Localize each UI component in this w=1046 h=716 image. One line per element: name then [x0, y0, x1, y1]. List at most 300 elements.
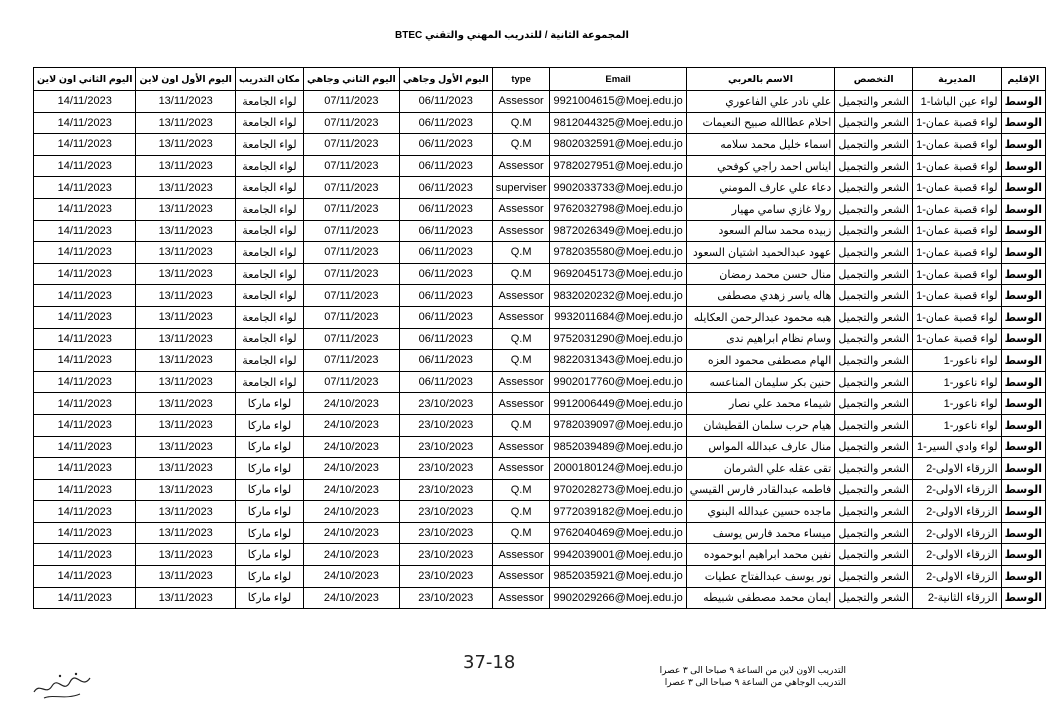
cell-specialty: الشعر والتجميل [835, 566, 913, 588]
cell-day2-online: 14/11/2023 [34, 220, 136, 242]
cell-day2-in-person: 24/10/2023 [303, 414, 399, 436]
cell-day2-online: 14/11/2023 [34, 522, 136, 544]
cell-day2-in-person: 24/10/2023 [303, 393, 399, 415]
cell-day1-in-person: 23/10/2023 [399, 522, 492, 544]
cell-day2-online: 14/11/2023 [34, 285, 136, 307]
cell-day2-online: 14/11/2023 [34, 263, 136, 285]
cell-training-place: لواء الجامعة [235, 285, 303, 307]
table-row [34, 134, 1046, 156]
cell-day1-online: 13/11/2023 [136, 220, 235, 242]
cell-day2-online: 14/11/2023 [34, 198, 136, 220]
cell-day1-online: 13/11/2023 [136, 479, 235, 501]
table-row [34, 198, 1046, 220]
cell-day1-in-person: 06/11/2023 [399, 198, 492, 220]
cell-day2-online: 14/11/2023 [34, 134, 136, 156]
cell-region: الوسط [1001, 112, 1045, 134]
cell-email: 9772039182@Moej.edu.jo [550, 501, 686, 523]
cell-arabic-name: رولا غازي سامي مهيار [686, 198, 835, 220]
cell-day2-online: 14/11/2023 [34, 566, 136, 588]
cell-type: Q.M [492, 350, 550, 372]
cell-type: Assessor [492, 285, 550, 307]
cell-day1-in-person: 06/11/2023 [399, 220, 492, 242]
cell-arabic-name: ايمان محمد مصطفى شبيطه [686, 587, 835, 609]
cell-day1-in-person: 06/11/2023 [399, 177, 492, 199]
cell-day2-online: 14/11/2023 [34, 414, 136, 436]
cell-directorate: لواء ناعور-1 [913, 393, 1002, 415]
table-row [34, 458, 1046, 480]
cell-day2-in-person: 07/11/2023 [303, 112, 399, 134]
cell-training-place: لواء الجامعة [235, 91, 303, 113]
cell-day2-in-person: 24/10/2023 [303, 479, 399, 501]
cell-day1-online: 13/11/2023 [136, 306, 235, 328]
cell-day2-in-person: 24/10/2023 [303, 544, 399, 566]
cell-training-place: لواء ماركا [235, 522, 303, 544]
cell-directorate: لواء ناعور-1 [913, 350, 1002, 372]
cell-training-place: لواء الجامعة [235, 350, 303, 372]
cell-email: 9932011684@Moej.edu.jo [550, 306, 686, 328]
cell-day2-in-person: 24/10/2023 [303, 566, 399, 588]
cell-type: Assessor [492, 436, 550, 458]
cell-type: Q.M [492, 112, 550, 134]
cell-region: الوسط [1001, 393, 1045, 415]
cell-day2-online: 14/11/2023 [34, 350, 136, 372]
table-row [34, 566, 1046, 588]
cell-day1-in-person: 23/10/2023 [399, 393, 492, 415]
cell-day2-in-person: 07/11/2023 [303, 242, 399, 264]
cell-day2-online: 14/11/2023 [34, 112, 136, 134]
header-specialty: التخصص [835, 68, 913, 91]
cell-email: 9902017760@Moej.edu.jo [550, 371, 686, 393]
cell-email: 9912006449@Moej.edu.jo [550, 393, 686, 415]
cell-day1-in-person: 23/10/2023 [399, 501, 492, 523]
cell-training-place: لواء ماركا [235, 393, 303, 415]
cell-day2-in-person: 07/11/2023 [303, 177, 399, 199]
cell-day1-in-person: 06/11/2023 [399, 371, 492, 393]
cell-arabic-name: احلام عطاالله صبيح النعيمات [686, 112, 835, 134]
cell-day1-online: 13/11/2023 [136, 155, 235, 177]
cell-specialty: الشعر والتجميل [835, 263, 913, 285]
cell-day1-online: 13/11/2023 [136, 522, 235, 544]
cell-email: 9782027951@Moej.edu.jo [550, 155, 686, 177]
cell-specialty: الشعر والتجميل [835, 134, 913, 156]
cell-email: 9921004615@Moej.edu.jo [550, 91, 686, 113]
cell-arabic-name: شيماء محمد علي نصار [686, 393, 835, 415]
cell-email: 9802032591@Moej.edu.jo [550, 134, 686, 156]
cell-email: 9762040469@Moej.edu.jo [550, 522, 686, 544]
cell-day1-in-person: 06/11/2023 [399, 263, 492, 285]
cell-type: Q.M [492, 328, 550, 350]
cell-specialty: الشعر والتجميل [835, 371, 913, 393]
cell-day1-online: 13/11/2023 [136, 112, 235, 134]
cell-training-place: لواء ماركا [235, 587, 303, 609]
cell-day1-online: 13/11/2023 [136, 587, 235, 609]
cell-day1-online: 13/11/2023 [136, 371, 235, 393]
cell-day1-in-person: 06/11/2023 [399, 242, 492, 264]
cell-region: الوسط [1001, 220, 1045, 242]
cell-day2-in-person: 07/11/2023 [303, 371, 399, 393]
cell-directorate: الزرقاء الاولى-2 [913, 458, 1002, 480]
table-row [34, 522, 1046, 544]
cell-day2-in-person: 07/11/2023 [303, 155, 399, 177]
cell-day1-in-person: 23/10/2023 [399, 587, 492, 609]
cell-region: الوسط [1001, 479, 1045, 501]
cell-directorate: لواء ناعور-1 [913, 371, 1002, 393]
cell-day2-online: 14/11/2023 [34, 242, 136, 264]
cell-directorate: لواء وادي السير-1 [913, 436, 1002, 458]
cell-arabic-name: ايناس احمد راجي كوفحي [686, 155, 835, 177]
cell-email: 9832020232@Moej.edu.jo [550, 285, 686, 307]
cell-region: الوسط [1001, 371, 1045, 393]
cell-arabic-name: ميساء محمد فارس يوسف [686, 522, 835, 544]
table-row [34, 91, 1046, 113]
cell-specialty: الشعر والتجميل [835, 328, 913, 350]
cell-day1-online: 13/11/2023 [136, 91, 235, 113]
table-row [34, 544, 1046, 566]
cell-training-place: لواء الجامعة [235, 263, 303, 285]
table-row [34, 242, 1046, 264]
cell-specialty: الشعر والتجميل [835, 436, 913, 458]
cell-day2-in-person: 24/10/2023 [303, 522, 399, 544]
header-day2-in-person: اليوم الثاني وجاهي [303, 68, 399, 91]
cell-day1-in-person: 06/11/2023 [399, 134, 492, 156]
cell-arabic-name: نفين محمد ابراهيم ابوحموده [686, 544, 835, 566]
cell-email: 9702028273@Moej.edu.jo [550, 479, 686, 501]
cell-arabic-name: منال حسن محمد رمضان [686, 263, 835, 285]
cell-email: 2000180124@Moej.edu.jo [550, 458, 686, 480]
cell-region: الوسط [1001, 544, 1045, 566]
cell-region: الوسط [1001, 501, 1045, 523]
cell-directorate: لواء قصبة عمان-1 [913, 220, 1002, 242]
table-row [34, 220, 1046, 242]
cell-arabic-name: عهود عبدالحميد اشتيان السعود [686, 242, 835, 264]
cell-email: 9872026349@Moej.edu.jo [550, 220, 686, 242]
cell-day1-online: 13/11/2023 [136, 501, 235, 523]
note-in-person-hours: التدريب الوجاهي من الساعة ٩ صباحا الى ٣ عصرا [664, 677, 846, 687]
cell-training-place: لواء ماركا [235, 458, 303, 480]
cell-arabic-name: منال عارف عبدالله المواس [686, 436, 835, 458]
cell-day2-online: 14/11/2023 [34, 479, 136, 501]
cell-day1-online: 13/11/2023 [136, 263, 235, 285]
cell-day2-online: 14/11/2023 [34, 155, 136, 177]
cell-specialty: الشعر والتجميل [835, 350, 913, 372]
cell-region: الوسط [1001, 436, 1045, 458]
cell-day2-in-person: 24/10/2023 [303, 501, 399, 523]
cell-training-place: لواء الجامعة [235, 371, 303, 393]
cell-type: Assessor [492, 371, 550, 393]
cell-day2-online: 14/11/2023 [34, 393, 136, 415]
cell-type: Q.M [492, 263, 550, 285]
cell-arabic-name: نور يوسف عبدالفتاح عطيات [686, 566, 835, 588]
cell-specialty: الشعر والتجميل [835, 155, 913, 177]
cell-day2-in-person: 07/11/2023 [303, 263, 399, 285]
cell-specialty: الشعر والتجميل [835, 587, 913, 609]
table-row [34, 414, 1046, 436]
cell-region: الوسط [1001, 285, 1045, 307]
cell-specialty: الشعر والتجميل [835, 112, 913, 134]
cell-region: الوسط [1001, 242, 1045, 264]
cell-directorate: لواء قصبة عمان-1 [913, 177, 1002, 199]
cell-region: الوسط [1001, 566, 1045, 588]
cell-day2-online: 14/11/2023 [34, 501, 136, 523]
cell-training-place: لواء الجامعة [235, 112, 303, 134]
cell-day1-in-person: 06/11/2023 [399, 112, 492, 134]
cell-region: الوسط [1001, 91, 1045, 113]
table-row [34, 350, 1046, 372]
header-training-place: مكان التدريب [235, 68, 303, 91]
header-day1-in-person: اليوم الأول وجاهي [399, 68, 492, 91]
cell-type: Assessor [492, 220, 550, 242]
cell-training-place: لواء ماركا [235, 566, 303, 588]
cell-type: Assessor [492, 566, 550, 588]
cell-email: 9902033733@Moej.edu.jo [550, 177, 686, 199]
cell-training-place: لواء الجامعة [235, 242, 303, 264]
header-directorate: المديرية [913, 68, 1002, 91]
cell-email: 9812044325@Moej.edu.jo [550, 112, 686, 134]
cell-specialty: الشعر والتجميل [835, 544, 913, 566]
cell-email: 9942039001@Moej.edu.jo [550, 544, 686, 566]
cell-arabic-name: دعاء علي عارف المومني [686, 177, 835, 199]
cell-day2-in-person: 24/10/2023 [303, 587, 399, 609]
cell-day1-online: 13/11/2023 [136, 436, 235, 458]
cell-email: 9782035580@Moej.edu.jo [550, 242, 686, 264]
cell-directorate: لواء قصبة عمان-1 [913, 155, 1002, 177]
table-row [34, 371, 1046, 393]
cell-specialty: الشعر والتجميل [835, 393, 913, 415]
note-online-hours: التدريب الاون لاين من الساعة ٩ صباحا الى ٣ عصرا [659, 665, 846, 675]
cell-day1-online: 13/11/2023 [136, 414, 235, 436]
cell-day1-online: 13/11/2023 [136, 566, 235, 588]
header-arabic-name: الاسم بالعربي [686, 68, 835, 91]
cell-directorate: الزرقاء الاولى-2 [913, 544, 1002, 566]
cell-day2-online: 14/11/2023 [34, 91, 136, 113]
cell-type: superviser [492, 177, 550, 199]
cell-directorate: لواء قصبة عمان-1 [913, 328, 1002, 350]
cell-day1-in-person: 06/11/2023 [399, 155, 492, 177]
header-day2-online: اليوم الثاني اون لاين [34, 68, 136, 91]
cell-day2-in-person: 07/11/2023 [303, 328, 399, 350]
cell-day1-online: 13/11/2023 [136, 328, 235, 350]
cell-directorate: الزرقاء الثانية-2 [913, 587, 1002, 609]
table-row [34, 177, 1046, 199]
cell-day1-online: 13/11/2023 [136, 177, 235, 199]
cell-email: 9762032798@Moej.edu.jo [550, 198, 686, 220]
cell-specialty: الشعر والتجميل [835, 522, 913, 544]
cell-directorate: لواء قصبة عمان-1 [913, 198, 1002, 220]
cell-training-place: لواء الجامعة [235, 134, 303, 156]
table-row [34, 306, 1046, 328]
cell-day2-online: 14/11/2023 [34, 306, 136, 328]
table-row [34, 112, 1046, 134]
cell-day2-online: 14/11/2023 [34, 371, 136, 393]
cell-region: الوسط [1001, 134, 1045, 156]
cell-day1-in-person: 23/10/2023 [399, 566, 492, 588]
cell-specialty: الشعر والتجميل [835, 414, 913, 436]
cell-day2-in-person: 07/11/2023 [303, 350, 399, 372]
cell-specialty: الشعر والتجميل [835, 91, 913, 113]
cell-arabic-name: هاله ياسر زهدي مصطفى [686, 285, 835, 307]
cell-directorate: لواء عين الباشا-1 [913, 91, 1002, 113]
header-email: Email [550, 68, 686, 91]
table-row [34, 587, 1046, 609]
cell-arabic-name: هبه محمود عبدالرحمن العكايله [686, 306, 835, 328]
cell-day2-in-person: 24/10/2023 [303, 458, 399, 480]
cell-region: الوسط [1001, 414, 1045, 436]
cell-specialty: الشعر والتجميل [835, 198, 913, 220]
cell-day2-in-person: 07/11/2023 [303, 91, 399, 113]
cell-training-place: لواء ماركا [235, 501, 303, 523]
cell-day2-in-person: 07/11/2023 [303, 220, 399, 242]
cell-email: 9822031343@Moej.edu.jo [550, 350, 686, 372]
cell-day2-online: 14/11/2023 [34, 328, 136, 350]
cell-day2-in-person: 07/11/2023 [303, 285, 399, 307]
cell-directorate: لواء ناعور-1 [913, 414, 1002, 436]
cell-arabic-name: حنين بكر سليمان المناعسه [686, 371, 835, 393]
cell-region: الوسط [1001, 177, 1045, 199]
cell-region: الوسط [1001, 155, 1045, 177]
table-row [34, 285, 1046, 307]
cell-day1-in-person: 23/10/2023 [399, 414, 492, 436]
cell-email: 9852035921@Moej.edu.jo [550, 566, 686, 588]
header-region: الإقليم [1001, 68, 1045, 91]
cell-specialty: الشعر والتجميل [835, 479, 913, 501]
cell-arabic-name: زبيده محمد سالم السعود [686, 220, 835, 242]
cell-day1-online: 13/11/2023 [136, 134, 235, 156]
cell-type: Assessor [492, 458, 550, 480]
table-header-row [34, 68, 1046, 91]
cell-training-place: لواء ماركا [235, 544, 303, 566]
cell-day2-online: 14/11/2023 [34, 544, 136, 566]
cell-type: Assessor [492, 306, 550, 328]
cell-specialty: الشعر والتجميل [835, 306, 913, 328]
cell-training-place: لواء الجامعة [235, 177, 303, 199]
cell-region: الوسط [1001, 458, 1045, 480]
cell-specialty: الشعر والتجميل [835, 501, 913, 523]
cell-directorate: لواء قصبة عمان-1 [913, 112, 1002, 134]
cell-arabic-name: اسماء خليل محمد سلامه [686, 134, 835, 156]
cell-day2-online: 14/11/2023 [34, 177, 136, 199]
handwritten-signature [30, 668, 100, 709]
cell-day2-online: 14/11/2023 [34, 436, 136, 458]
cell-training-place: لواء الجامعة [235, 155, 303, 177]
header-day1-online: اليوم الأول اون لاين [136, 68, 235, 91]
cell-arabic-name: تقى عقله علي الشرمان [686, 458, 835, 480]
cell-day1-in-person: 06/11/2023 [399, 91, 492, 113]
cell-directorate: الزرقاء الاولى-2 [913, 566, 1002, 588]
cell-arabic-name: وسام نظام ابراهيم ندى [686, 328, 835, 350]
cell-specialty: الشعر والتجميل [835, 285, 913, 307]
cell-specialty: الشعر والتجميل [835, 220, 913, 242]
cell-day2-online: 14/11/2023 [34, 458, 136, 480]
training-table [33, 67, 1046, 609]
cell-day1-in-person: 23/10/2023 [399, 436, 492, 458]
cell-specialty: الشعر والتجميل [835, 458, 913, 480]
cell-email: 9782039097@Moej.edu.jo [550, 414, 686, 436]
cell-directorate: لواء قصبة عمان-1 [913, 263, 1002, 285]
header-type: type [492, 68, 550, 91]
cell-arabic-name: هيام حرب سلمان القطيشان [686, 414, 835, 436]
cell-arabic-name: ماجده حسين عبدالله البنوي [686, 501, 835, 523]
cell-training-place: لواء الجامعة [235, 220, 303, 242]
cell-type: Assessor [492, 393, 550, 415]
cell-directorate: لواء قصبة عمان-1 [913, 285, 1002, 307]
cell-email: 9752031290@Moej.edu.jo [550, 328, 686, 350]
cell-type: Q.M [492, 134, 550, 156]
cell-day1-online: 13/11/2023 [136, 393, 235, 415]
cell-day1-online: 13/11/2023 [136, 350, 235, 372]
table-row [34, 479, 1046, 501]
cell-day1-in-person: 23/10/2023 [399, 544, 492, 566]
cell-region: الوسط [1001, 263, 1045, 285]
cell-specialty: الشعر والتجميل [835, 177, 913, 199]
cell-type: Assessor [492, 91, 550, 113]
cell-region: الوسط [1001, 587, 1045, 609]
cell-arabic-name: الهام مصطفى محمود العزه [686, 350, 835, 372]
cell-day1-online: 13/11/2023 [136, 198, 235, 220]
page-title: المجموعة الثانية / للتدريب المهني والتقني BTEC [395, 30, 629, 41]
cell-day2-in-person: 07/11/2023 [303, 198, 399, 220]
cell-training-place: لواء الجامعة [235, 306, 303, 328]
cell-day2-online: 14/11/2023 [34, 587, 136, 609]
cell-training-place: لواء ماركا [235, 436, 303, 458]
cell-directorate: لواء قصبة عمان-1 [913, 134, 1002, 156]
cell-day1-online: 13/11/2023 [136, 544, 235, 566]
cell-directorate: لواء قصبة عمان-1 [913, 242, 1002, 264]
cell-training-place: لواء ماركا [235, 479, 303, 501]
cell-day2-in-person: 24/10/2023 [303, 436, 399, 458]
table-row [34, 263, 1046, 285]
cell-day1-in-person: 23/10/2023 [399, 479, 492, 501]
cell-day1-in-person: 06/11/2023 [399, 306, 492, 328]
cell-specialty: الشعر والتجميل [835, 242, 913, 264]
cell-arabic-name: علي نادر علي الفاعوري [686, 91, 835, 113]
cell-day1-in-person: 23/10/2023 [399, 458, 492, 480]
cell-region: الوسط [1001, 350, 1045, 372]
cell-region: الوسط [1001, 198, 1045, 220]
cell-day1-online: 13/11/2023 [136, 242, 235, 264]
cell-day1-online: 13/11/2023 [136, 285, 235, 307]
footer-notes [660, 664, 846, 688]
cell-day1-in-person: 06/11/2023 [399, 328, 492, 350]
cell-type: Assessor [492, 544, 550, 566]
table-row [34, 155, 1046, 177]
cell-directorate: لواء قصبة عمان-1 [913, 306, 1002, 328]
cell-day2-in-person: 07/11/2023 [303, 306, 399, 328]
cell-day1-online: 13/11/2023 [136, 458, 235, 480]
cell-type: Assessor [492, 587, 550, 609]
cell-type: Assessor [492, 155, 550, 177]
cell-email: 9692045173@Moej.edu.jo [550, 263, 686, 285]
table-row [34, 436, 1046, 458]
cell-email: 9852039489@Moej.edu.jo [550, 436, 686, 458]
cell-training-place: لواء الجامعة [235, 198, 303, 220]
cell-training-place: لواء الجامعة [235, 328, 303, 350]
cell-region: الوسط [1001, 306, 1045, 328]
cell-directorate: الزرقاء الاولى-2 [913, 501, 1002, 523]
cell-day1-in-person: 06/11/2023 [399, 285, 492, 307]
cell-type: Assessor [492, 198, 550, 220]
cell-region: الوسط [1001, 328, 1045, 350]
cell-directorate: الزرقاء الاولى-2 [913, 522, 1002, 544]
cell-email: 9902029266@Moej.edu.jo [550, 587, 686, 609]
cell-type: Q.M [492, 501, 550, 523]
page-mark: 37-18 [463, 652, 516, 673]
table-row [34, 328, 1046, 350]
cell-directorate: الزرقاء الاولى-2 [913, 479, 1002, 501]
cell-day2-in-person: 07/11/2023 [303, 134, 399, 156]
cell-day1-in-person: 06/11/2023 [399, 350, 492, 372]
table-row [34, 501, 1046, 523]
cell-type: Q.M [492, 479, 550, 501]
